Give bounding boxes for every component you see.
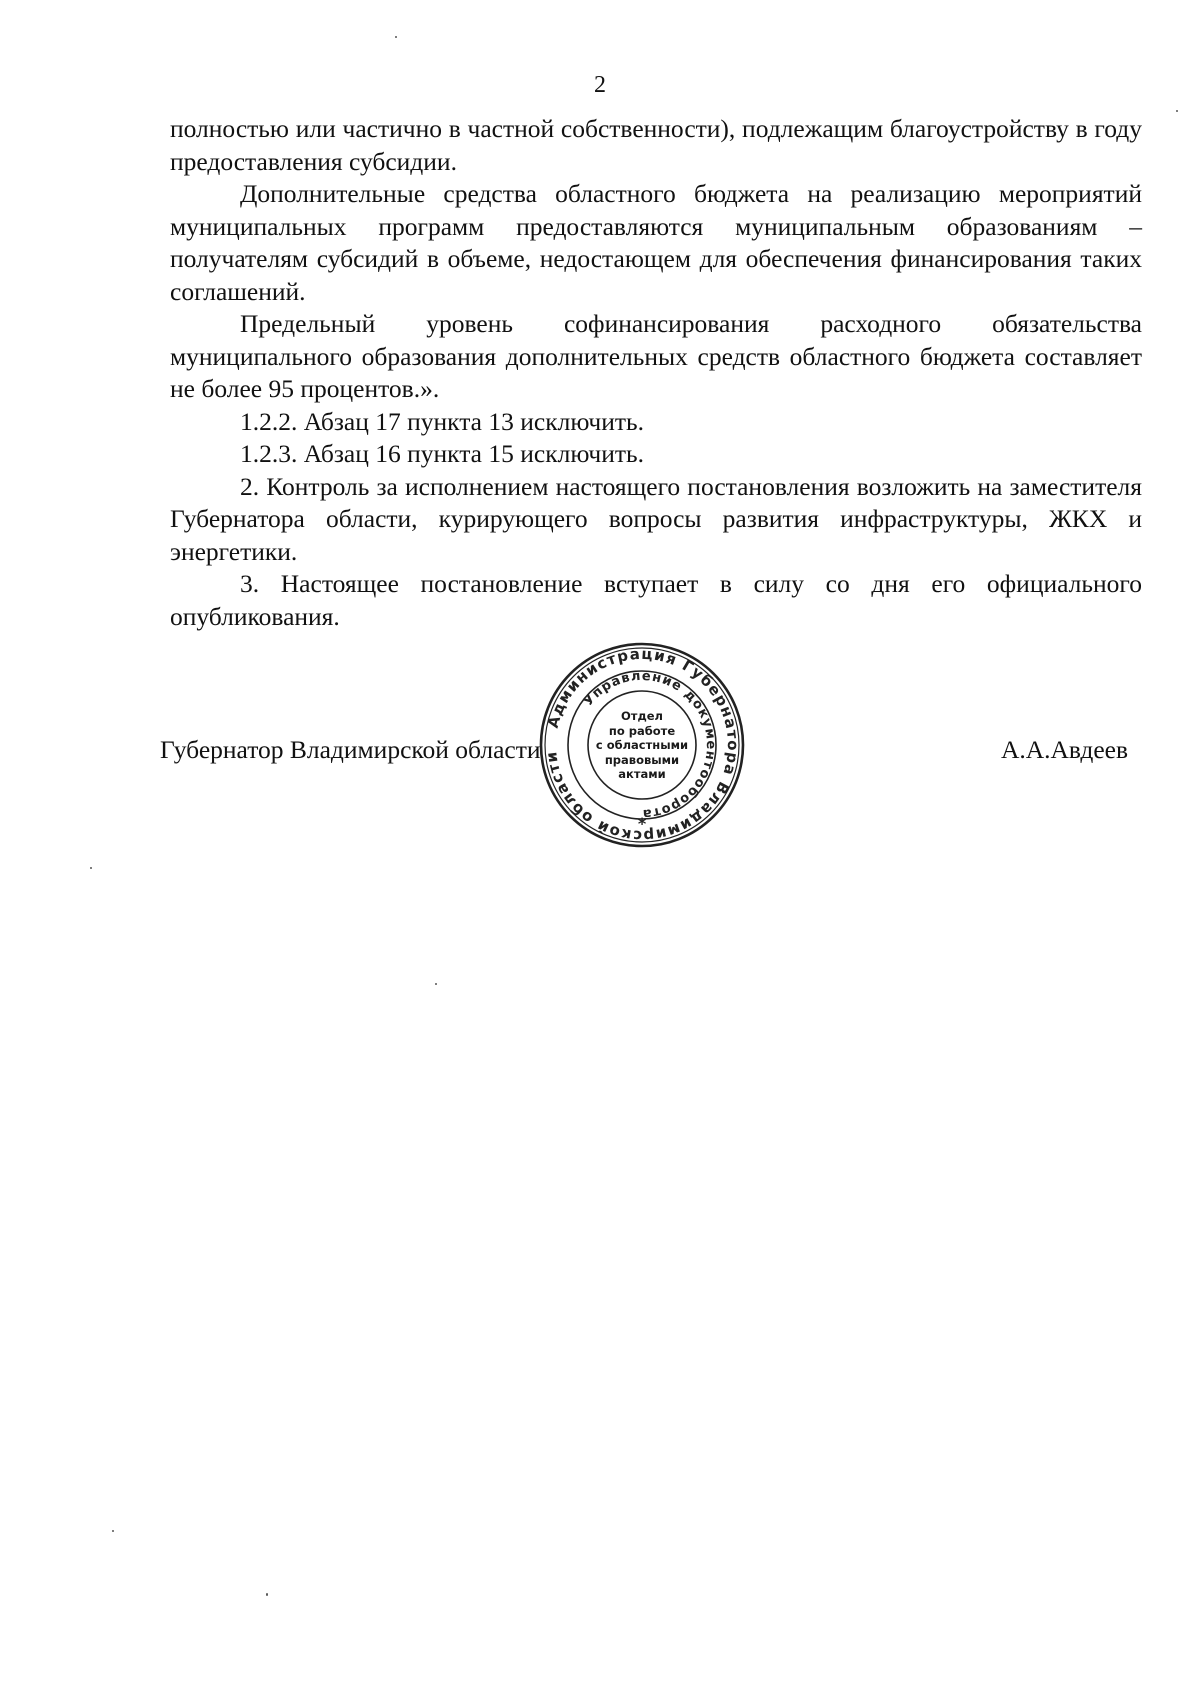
paragraph: Предельный уровень софинансирования расходного обязательства муниципального образования дополнительных средств областного бюджета составляет не более 95 процентов.». [170, 309, 1142, 403]
signatory-title: Губернатор Владимирской области [160, 735, 541, 764]
stamp-star: * [637, 814, 647, 833]
paragraph: 2. Контроль за исполнением настоящего постановления возложить на заместителя Губернатора области, курирующего вопросы развития инфраструктуры, ЖКХ и энергетики. [170, 471, 1142, 566]
stamp-outer-text: Администрация Губернатора Владимирской области [542, 644, 743, 846]
stamp-center-line: с областными [595, 737, 689, 752]
stamp-center-line: по работе [608, 723, 676, 738]
scan-speck [395, 36, 397, 38]
paragraph: 3. Настоящее постановление вступает в силу со дня его официального опубликования. [170, 569, 1142, 631]
stamp-inner-text: Управление документооборота [580, 668, 719, 822]
stamp-center-text [592, 709, 692, 782]
stamp-center-line: правовыми [604, 752, 680, 767]
scan-speck [90, 867, 92, 869]
scan-speck [435, 983, 437, 985]
scan-speck [1176, 110, 1178, 112]
stamp-center-line: актами [618, 766, 666, 781]
paragraph: 1.2.2. Абзац 17 пункта 13 исключить. [240, 406, 645, 436]
scan-speck [266, 1593, 268, 1596]
signatory-name: А.А.Авдеев [1000, 735, 1128, 764]
document-body [170, 113, 1142, 633]
official-stamp [537, 640, 747, 850]
paragraph: 1.2.3. Абзац 16 пункта 15 исключить. [240, 439, 645, 468]
paragraph: полностью или частично в частной собственности), подлежащим благоустройству в году предоставления субсидии. [170, 114, 1142, 176]
stamp-center-line: Отдел [621, 708, 663, 723]
scan-speck [112, 1530, 114, 1532]
page-number: 2 [594, 72, 606, 98]
paragraph: Дополнительные средства областного бюджета на реализацию мероприятий муниципальных программ предоставляются муниципальным образованиям – получателям субсидий в объеме, недостающем для обеспечения финансирования таких соглашений. [170, 179, 1142, 306]
